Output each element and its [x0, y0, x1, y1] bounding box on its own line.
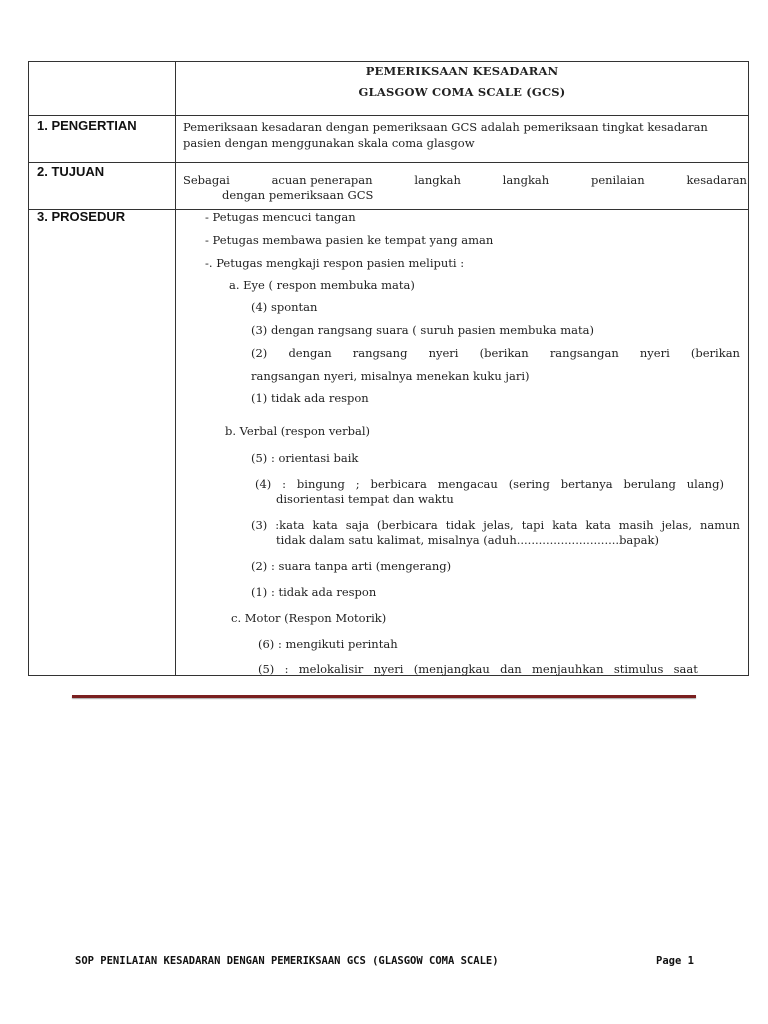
eye-heading: a. Eye ( respon membuka mata): [229, 278, 415, 292]
eye-item: (4) spontan: [251, 300, 318, 314]
word: kata: [312, 518, 338, 532]
word: dan: [500, 662, 522, 676]
word: (berbicara: [376, 518, 438, 532]
word: namun: [699, 518, 740, 532]
word: tidak: [445, 518, 476, 532]
row-divider: [29, 209, 748, 210]
word: rangsangan: [549, 346, 619, 360]
word: jelas,: [483, 518, 514, 532]
row-divider: [29, 115, 748, 116]
word: rangsang: [352, 346, 408, 360]
word: bingung: [296, 477, 345, 491]
tujuan-label: 2. TUJUAN: [37, 164, 105, 179]
word: kesadaran: [686, 173, 747, 187]
step-item: - Petugas mencuci tangan: [205, 210, 356, 224]
motor-item-5: [258, 662, 698, 677]
verbal-item: (1) : tidak ada respon: [251, 585, 377, 599]
word: :: [284, 662, 289, 676]
word: (menjangkau: [413, 662, 490, 676]
word: stimulus: [613, 662, 664, 676]
word: penilaian: [590, 173, 645, 187]
pengertian-line1: Pemeriksaan kesadaran dengan pemeriksaan GCS adalah pemeriksaan tingkat kesadaran: [183, 120, 708, 134]
verbal-item-3-line1: [251, 518, 740, 533]
footer-title: SOP PENILAIAN KESADARAN DENGAN PEMERIKSAAN GCS (GLASGOW COMA SCALE): [75, 955, 499, 967]
word: nyeri: [639, 346, 670, 360]
word: menjauhkan: [531, 662, 604, 676]
word: langkah: [502, 173, 550, 187]
word: :: [282, 477, 287, 491]
word: Sebagai: [183, 173, 230, 187]
word: nyeri: [428, 346, 459, 360]
word: masih: [618, 518, 654, 532]
word: berulang: [623, 477, 676, 491]
footer-divider: [72, 695, 696, 698]
page-title-line2: GLASGOW COMA SCALE (GCS): [358, 85, 566, 99]
verbal-item: (2) : suara tanpa arti (mengerang): [251, 559, 452, 573]
word: mengacau: [437, 477, 498, 491]
motor-item: (6) : mengikuti perintah: [258, 637, 398, 651]
word: ulang): [686, 477, 724, 491]
word: bertanya: [560, 477, 613, 491]
word: (3): [251, 518, 268, 532]
tujuan-line2: dengan pemeriksaan GCS: [222, 188, 374, 202]
word: melokalisir: [298, 662, 364, 676]
word: nyeri: [373, 662, 404, 676]
pengertian-label: 1. PENGERTIAN: [37, 118, 137, 133]
word: tapi: [521, 518, 545, 532]
tujuan-line1: [183, 173, 747, 188]
word: langkah: [414, 173, 461, 187]
word: saat: [673, 662, 698, 676]
word: dengan: [288, 346, 332, 360]
verbal-item-4-line2: disorientasi tempat dan waktu: [276, 492, 454, 506]
word: kata: [585, 518, 611, 532]
sop-table: [28, 61, 749, 676]
word: ;: [355, 477, 360, 491]
step-item: -. Petugas mengkaji respon pasien meliputi :: [205, 256, 465, 270]
row-divider: [29, 162, 748, 163]
page-title-line1: PEMERIKSAAN KESADARAN: [365, 64, 559, 78]
word: (5): [258, 662, 275, 676]
word: (4): [255, 477, 272, 491]
step-item: - Petugas membawa pasien ke tempat yang aman: [205, 233, 494, 247]
verbal-item: (5) : orientasi baik: [251, 451, 359, 465]
word: berbicara: [370, 477, 427, 491]
word: acuan penerapan: [271, 173, 373, 187]
page-number: Page 1: [656, 955, 694, 967]
column-divider: [175, 62, 176, 675]
verbal-item-4-line1: [255, 477, 724, 492]
eye-item-2-line2: rangsangan nyeri, misalnya menekan kuku jari): [251, 369, 530, 383]
word: (sering: [508, 477, 550, 491]
verbal-item-3-line2: tidak dalam satu kalimat, misalnya (aduh............................bapak): [276, 533, 659, 547]
word: (berikan: [690, 346, 740, 360]
eye-item-2-line1: [251, 346, 740, 361]
prosedur-label: 3. PROSEDUR: [37, 209, 126, 224]
word: saja: [345, 518, 369, 532]
motor-heading: c. Motor (Respon Motorik): [231, 611, 387, 625]
word: (2): [251, 346, 268, 360]
word: :kata: [275, 518, 305, 532]
pengertian-line2: pasien dengan menggunakan skala coma glasgow: [183, 136, 475, 150]
word: jelas,: [661, 518, 692, 532]
verbal-heading: b. Verbal (respon verbal): [225, 424, 370, 438]
word: (berikan: [479, 346, 529, 360]
eye-item: (1) tidak ada respon: [251, 391, 369, 405]
eye-item: (3) dengan rangsang suara ( suruh pasien membuka mata): [251, 323, 594, 337]
word: kata: [552, 518, 578, 532]
